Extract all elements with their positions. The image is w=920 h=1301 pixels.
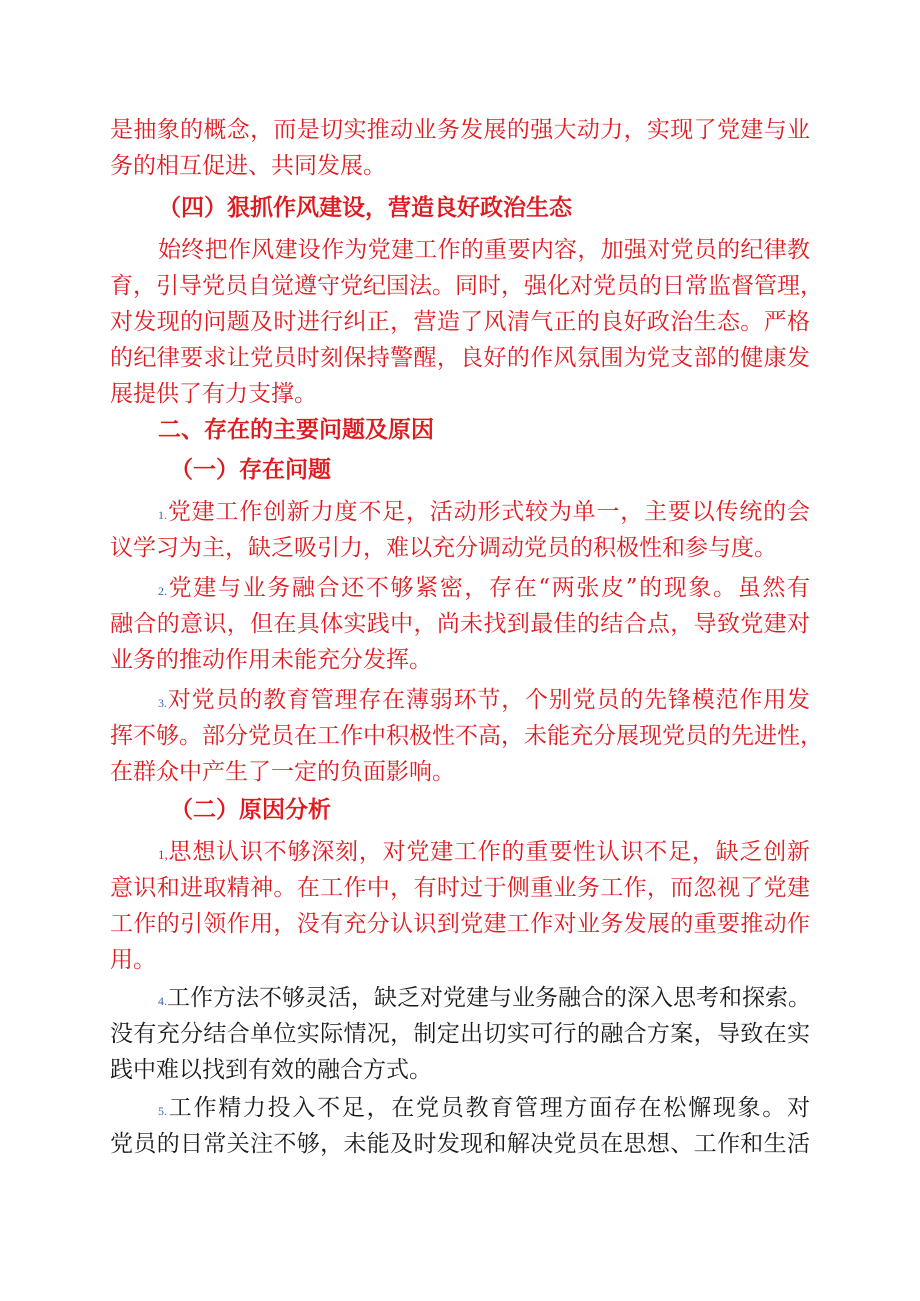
list-item-number: 4 <box>158 994 164 1008</box>
subsection-heading-text: （二）原因分析 <box>170 797 331 823</box>
list-item <box>110 682 823 790</box>
paragraph-line: 践中难以找到有效的融合方式。 <box>110 1057 432 1083</box>
list-item-first-line <box>110 570 810 606</box>
list-item-separator: . <box>164 508 167 522</box>
paragraph-line: 的纪律要求让党员时刻保持警醒，良好的作风氛围为党支部的健康发 <box>110 345 810 371</box>
list-item <box>110 570 810 678</box>
list-item-text: 党建工作创新力度不足，活动形式较为单一，主要以传统的会 <box>167 499 810 525</box>
subsection-heading-text: （一）存在问题 <box>170 457 331 483</box>
paragraph-line: 挥不够。部分党员在工作中积极性不高，未能充分展现党员的先进性， <box>110 723 823 749</box>
list-item <box>110 1090 810 1162</box>
list-item-first-line <box>110 494 810 530</box>
paragraph-line: 没有充分结合单位实际情况，制定出切实可行的融合方案，导致在实 <box>110 1021 810 1047</box>
intro-paragraph <box>110 112 810 184</box>
list-item-text: 对党员的教育管理存在薄弱环节，个别党员的先锋模范作用发 <box>167 687 810 713</box>
paragraph-line: 对发现的问题及时进行纠正，营造了风清气正的良好政治生态。严格 <box>110 309 810 335</box>
paragraph-line: 是抽象的概念，而是切实推动业务发展的强大动力，实现了党建与业 <box>110 117 810 143</box>
section-heading-text: （四）狠抓作风建设，营造良好政治生态 <box>158 195 572 221</box>
subsection-heading <box>170 792 670 828</box>
paragraph-line: 育，引导党员自觉遵守党纪国法。同时，强化对党员的日常监督管理， <box>110 273 823 299</box>
list-item-first-line <box>110 834 810 870</box>
list-item-number: 5 <box>158 1104 164 1118</box>
list-item-number: 1 <box>158 508 164 522</box>
part-heading-text: 二、存在的主要问题及原因 <box>158 417 434 443</box>
list-item-separator: . <box>164 696 167 710</box>
section-heading <box>158 190 758 226</box>
list-item-separator: . <box>164 1104 167 1118</box>
list-item-separator: . <box>164 994 167 1008</box>
list-item-separator: . <box>164 584 167 598</box>
list-item-first-line <box>110 682 810 718</box>
paragraph-line: 始终把作风建设作为党建工作的重要内容，加强对党员的纪律教 <box>158 237 810 263</box>
paragraph-line: 意识和进取精神。在工作中，有时过于侧重业务工作，而忽视了党建 <box>110 875 810 901</box>
list-item-number: 2 <box>158 584 164 598</box>
paragraph-line: 党员的日常关注不够，未能及时发现和解决党员在思想、工作和生活 <box>110 1131 810 1157</box>
list-item-text: 工作精力投入不足，在党员教育管理方面存在松懈现象。对 <box>167 1095 810 1121</box>
list-item <box>110 834 810 978</box>
paragraph-line: 务的相互促进、共同发展。 <box>110 153 386 179</box>
list-item-text: 思想认识不够深刻，对党建工作的重要性认识不足，缺乏创新 <box>167 839 810 865</box>
paragraph-line: 展提供了有力支撑。 <box>110 381 317 407</box>
paragraph-line: 用。 <box>110 947 156 973</box>
paragraph-line: 业务的推动作用未能充分发挥。 <box>110 647 432 673</box>
paragraph-line: 议学习为主，缺乏吸引力，难以充分调动党员的积极性和参与度。 <box>110 535 777 561</box>
list-item-first-line <box>110 980 810 1016</box>
list-item-number: 1, <box>158 847 168 862</box>
list-item-text: 工作方法不够灵活，缺乏对党建与业务融合的深入思考和探索。 <box>167 985 811 1011</box>
paragraph-line: 工作的引领作用，没有充分认识到党建工作对业务发展的重要推动作 <box>110 911 810 937</box>
paragraph-line: 在群众中产生了一定的负面影响。 <box>110 759 455 785</box>
list-item-text: 党建与业务融合还不够紧密，存在“两张皮”的现象。虽然有 <box>167 575 810 601</box>
paragraph-line: 融合的意识，但在具体实践中，尚未找到最佳的结合点，导致党建对 <box>110 611 810 637</box>
list-item <box>110 494 810 566</box>
subsection-heading <box>170 452 670 488</box>
list-item <box>110 980 810 1088</box>
list-item-first-line <box>110 1090 810 1126</box>
part-heading <box>158 412 758 448</box>
list-item-number: 3 <box>158 696 164 710</box>
section4-paragraph <box>110 232 823 412</box>
